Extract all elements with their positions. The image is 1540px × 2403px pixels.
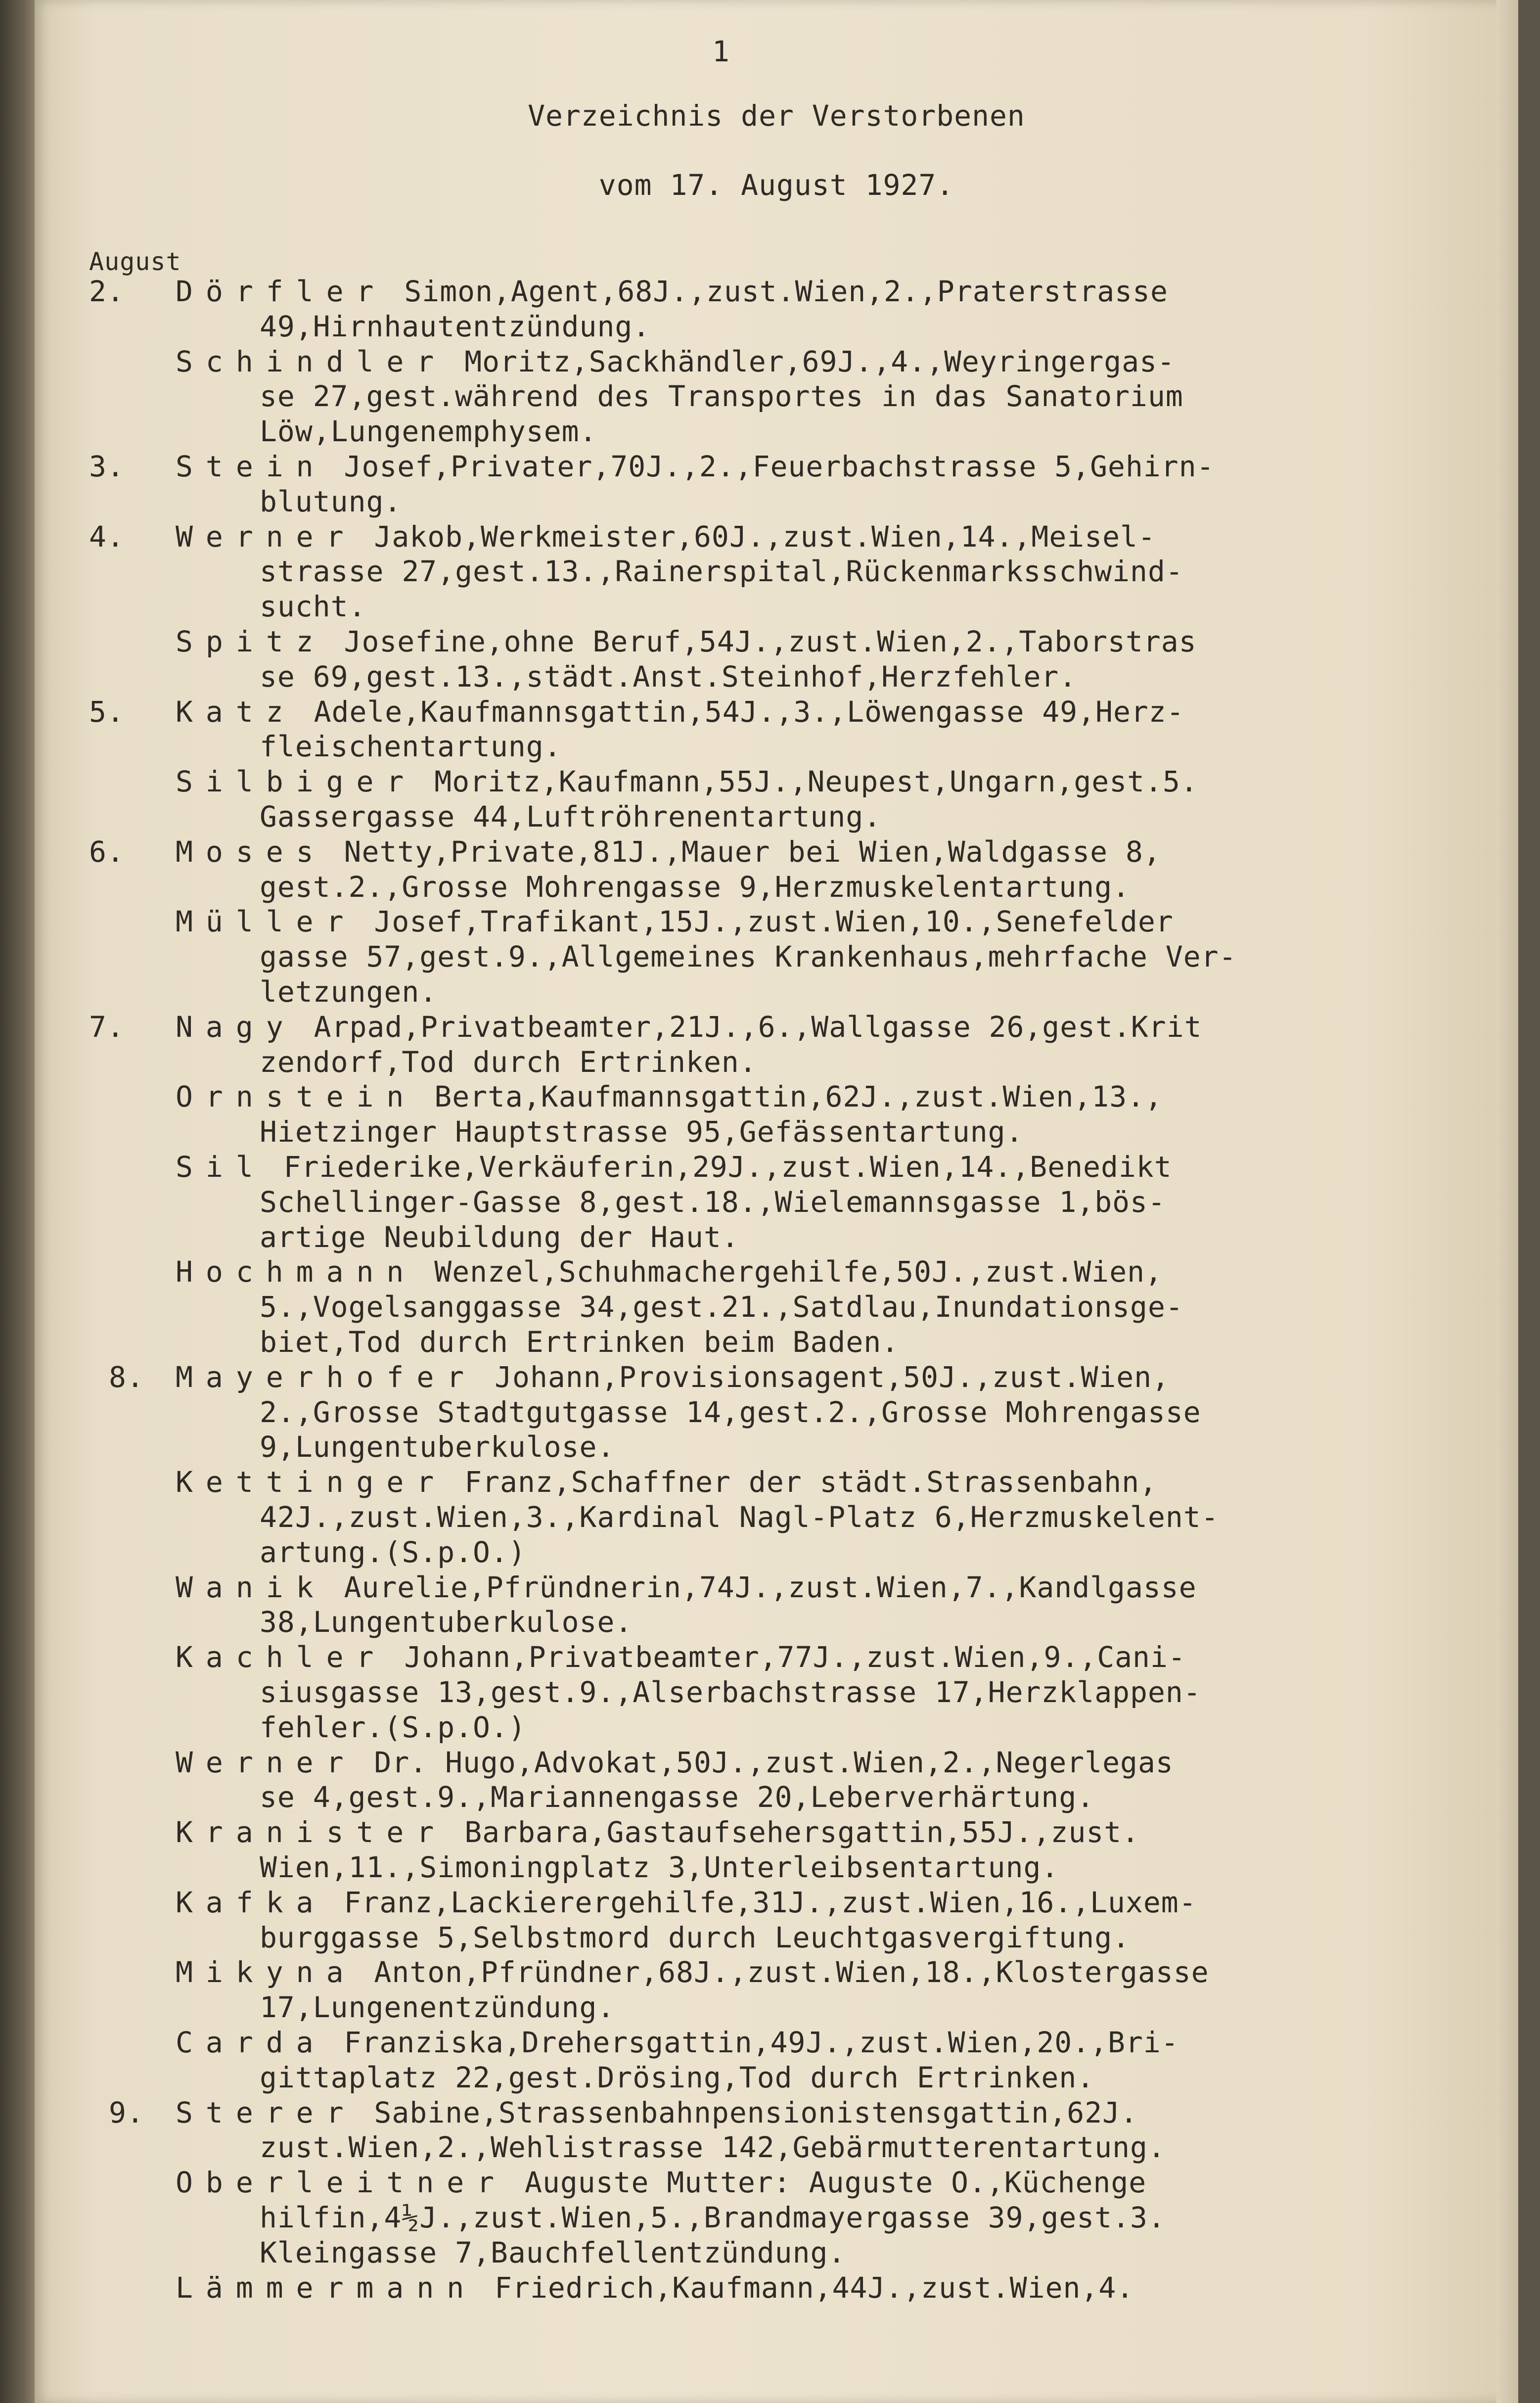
entry-first-line [176,2026,1179,2059]
deceased-surname: Kachler [176,1640,387,1674]
entry-continuation-line [260,379,1183,413]
entry-first-line [176,625,1197,658]
entry-details: Johann,Privatbeamter,77J.,zust.Wien,9.,Cani- [386,1640,1186,1674]
entry-continuation-line [260,1185,1166,1219]
deceased-surname: Spitz [176,625,326,658]
deceased-surname: Werner [176,1745,357,1779]
entry-details: fehler.(S.p.O.) [260,1710,526,1744]
month-label: August [89,247,181,276]
entry-details: artige Neubildung der Haut. [260,1220,739,1254]
day-number: 6. [89,834,125,869]
entry-first-line [176,695,1184,729]
day-number: 5. [89,694,125,729]
entry-details: Franz,Lackierergehilfe,31J.,zust.Wien,16.,Luxem- [326,1885,1197,1919]
entry-details: Gassergasse 44,Luftröhrenentartung. [260,800,882,833]
entry-continuation-line [260,2130,1166,2164]
entry-continuation-line [260,1710,526,1744]
entry-first-line [176,905,1174,938]
entry-continuation-line [260,1675,1201,1709]
entry-continuation-line [260,415,597,448]
entry-continuation-line [260,800,881,833]
deceased-surname: Kranister [176,1815,447,1849]
entry-details: Wenzel,Schuhmachergehilfe,50J.,zust.Wien, [416,1255,1163,1289]
page-edge [1496,0,1518,2403]
entry-details: fleischentartung. [260,730,562,764]
day-number: 4. [89,519,125,554]
entry-first-line [176,1746,1174,1779]
entry-details: Kleingasse 7,Bauchfellentzündung. [260,2235,846,2269]
entry-details: Hietzinger Hauptstrasse 95,Gefässentartung. [260,1115,1024,1149]
entry-continuation-line [260,1220,739,1254]
document-subtitle-date: vom 17. August 1927. [598,168,954,202]
entry-continuation-line [260,590,366,623]
deceased-surname: Sil [176,1150,266,1184]
entry-details: 42J.,zust.Wien,3.,Kardinal Nagl-Platz 6,Herzmuskelent- [260,1500,1219,1534]
entry-details: burggasse 5,Selbstmord durch Leuchtgasvergiftung. [260,1920,1131,1954]
deceased-surname: Ornstein [176,1080,417,1114]
deceased-surname: Lämmermann [176,2270,477,2305]
deceased-surname: Mayerhofer [176,1360,477,1394]
entry-first-line [176,520,1156,554]
entry-details: Auguste Mutter: Auguste O.,Küchenge [507,2166,1147,2200]
deceased-surname: Schindler [176,344,447,378]
entry-details: Josef,Trafikant,15J.,zust.Wien,10.,Senefelder [356,905,1174,939]
entry-first-line [176,450,1215,483]
entry-details: Netty,Private,81J.,Mauer bei Wien,Waldgasse 8, [326,834,1161,869]
entry-details: Wien,11.,Simoningplatz 3,Unterleibsentartung. [260,1850,1059,1884]
entry-first-line [176,1150,1172,1184]
entry-continuation-line [260,660,1077,693]
entry-continuation-line [260,1605,633,1639]
page-number: 1 [712,35,730,68]
entry-continuation-line [260,1990,615,2024]
entry-first-line [176,1571,1197,1604]
entry-details: sucht. [260,590,366,624]
entry-first-line [176,835,1161,869]
entry-continuation-line [260,2061,1094,2094]
deceased-surname: Kafka [176,1885,326,1919]
entry-first-line [176,1640,1186,1674]
entry-details: biet,Tod durch Ertrinken beim Baden. [260,1325,900,1359]
entry-continuation-line [260,1290,1183,1324]
entry-details: Adele,Kaufmannsgattin,54J.,3.,Löwengasse 49,Herz- [296,694,1184,729]
entry-continuation-line [260,940,1237,973]
entry-details: Moritz,Kaufmann,55J.,Neupest,Ungarn,gest.5. [416,765,1198,799]
day-number: 7. [89,1010,125,1044]
entry-details: siusgasse 13,gest.9.,Alserbachstrasse 17,Herzklappen- [260,1675,1201,1709]
entry-details: Friederike,Verkäuferin,29J.,zust.Wien,14.,Benedikt [266,1150,1172,1184]
entry-details: 49,Hirnhautentzündung. [260,309,651,343]
deceased-surname: Oberleitner [176,2166,507,2200]
entry-details: Moritz,Sackhändler,69J.,4.,Weyringergas- [447,344,1175,378]
day-number: 9. [109,2095,144,2129]
entry-details: Dr. Hugo,Advokat,50J.,zust.Wien,2.,Negerlegas [356,1745,1174,1779]
entry-first-line [176,1080,1163,1113]
entry-continuation-line [260,1115,1024,1149]
entry-continuation-line [260,1430,615,1464]
entry-first-line [176,2096,1138,2129]
entry-first-line [176,345,1175,378]
entry-first-line [176,2166,1146,2199]
deceased-surname: Wanik [176,1570,326,1604]
entry-continuation-line [260,870,1130,904]
entry-first-line [176,1955,1209,1989]
deceased-surname: Dörfler [176,275,387,308]
deceased-surname: Stein [176,450,326,483]
entry-continuation-line [260,1535,526,1569]
entry-details: Johann,Provisionsagent,50J.,zust.Wien, [477,1360,1170,1394]
entry-continuation-line [260,485,402,518]
deceased-surname: Kettinger [176,1465,447,1499]
entry-first-line [176,1465,1157,1499]
entry-details: se 69,gest.13.,städt.Anst.Steinhof,Herzfehler. [260,659,1077,693]
entry-first-line [176,1010,1202,1044]
entry-details: Simon,Agent,68J.,zust.Wien,2.,Praterstrasse [386,275,1168,308]
entry-continuation-line [260,1395,1201,1429]
entry-details: Aurelie,Pfründnerin,74J.,zust.Wien,7.,Kandlgasse [326,1570,1197,1604]
entry-continuation-line [260,730,562,763]
entry-details: se 27,gest.während des Transportes in das Sanatorium [260,379,1183,414]
entry-details: 5.,Vogelsanggasse 34,gest.21.,Satdlau,Inundationsge- [260,1290,1183,1324]
entry-details: strasse 27,gest.13.,Rainerspital,Rückenmarksschwind- [260,555,1183,589]
entry-continuation-line [260,2201,1166,2234]
entry-details: Barbara,Gastaufsehersgattin,55J.,zust. [447,1815,1140,1849]
entry-details: Arpad,Privatbeamter,21J.,6.,Wallgasse 26,gest.Krit [296,1010,1202,1044]
entry-continuation-line [260,975,437,1009]
entry-details: gest.2.,Grosse Mohrengasse 9,Herzmuskelentartung. [260,870,1131,904]
entry-details: zendorf,Tod durch Ertrinken. [260,1045,757,1079]
entry-details: Sabine,Strassenbahnpensionistensgattin,62J. [356,2095,1138,2129]
deceased-surname: Sterer [176,2095,357,2129]
entry-first-line [176,1360,1170,1394]
entry-first-line [176,275,1168,308]
entry-details: hilfin,4½J.,zust.Wien,5.,Brandmayergasse 39,gest.3. [260,2201,1166,2234]
entry-details: Josef,Privater,70J.,2.,Feuerbachstrasse 5,Gehirn- [326,450,1215,483]
entry-details: blutung. [260,484,402,518]
entry-details: letzungen. [260,975,438,1009]
entry-first-line [176,1886,1197,1919]
deceased-surname: Müller [176,905,357,939]
entry-first-line [176,1815,1139,1849]
deceased-surname: Mikyna [176,1955,357,1989]
document-page [35,0,1518,2403]
book-spine [0,0,35,2403]
deceased-surname: Hochmann [176,1255,417,1289]
entry-details: Löw,Lungenemphysem. [260,415,597,449]
entry-continuation-line [260,1045,757,1079]
entry-details: 17,Lungenentzündung. [260,1990,615,2025]
entry-continuation-line [260,1780,1094,1814]
deceased-surname: Carda [176,2026,326,2059]
entry-continuation-line [260,555,1183,588]
entry-first-line [176,765,1198,798]
deceased-surname: Silbiger [176,765,417,799]
document-title: Verzeichnis der Verstorbenen [528,99,1025,133]
day-number: 2. [89,275,125,308]
entry-details: artung.(S.p.O.) [260,1535,526,1569]
entry-details: 2.,Grosse Stadtgutgasse 14,gest.2.,Grosse Mohrengasse [260,1395,1201,1429]
day-number: 8. [109,1360,144,1394]
entry-details: Josefine,ohne Beruf,54J.,zust.Wien,2.,Taborstras [326,625,1197,658]
entry-continuation-line [260,1921,1130,1954]
deceased-surname: Nagy [176,1010,296,1044]
entry-details: se 4,gest.9.,Mariannengasse 20,Leberverhärtung. [260,1780,1095,1814]
entry-continuation-line [260,310,650,343]
entry-details: Schellinger-Gasse 8,gest.18.,Wielemannsgasse 1,bös- [260,1185,1166,1219]
entry-details: Franziska,Drehersgattin,49J.,zust.Wien,20.,Bri- [326,2026,1179,2059]
entry-details: 38,Lungentuberkulose. [260,1605,633,1639]
deceased-surname: Moses [176,834,326,869]
entry-details: Franz,Schaffner der städt.Strassenbahn, [447,1465,1158,1499]
entry-continuation-line [260,1500,1219,1534]
entry-details: gittaplatz 22,gest.Drösing,Tod durch Ertrinken. [260,2060,1095,2094]
entry-details: zust.Wien,2.,Wehlistrasse 142,Gebärmutterentartung. [260,2130,1166,2165]
entry-details: 9,Lungentuberkulose. [260,1430,615,1464]
entry-first-line [176,1255,1163,1289]
entry-details: Friedrich,Kaufmann,44J.,zust.Wien,4. [477,2270,1134,2305]
entry-continuation-line [260,1850,1059,1884]
entry-continuation-line [260,2236,846,2269]
deceased-surname: Werner [176,519,357,554]
entry-first-line [176,2271,1134,2305]
day-number: 3. [89,450,125,483]
entry-continuation-line [260,1325,899,1359]
entry-details: gasse 57,gest.9.,Allgemeines Krankenhaus,mehrfache Ver- [260,940,1237,974]
entry-details: Berta,Kaufmannsgattin,62J.,zust.Wien,13., [416,1080,1163,1114]
entry-details: Anton,Pfründner,68J.,zust.Wien,18.,Klostergasse [356,1955,1209,1989]
entry-details: Jakob,Werkmeister,60J.,zust.Wien,14.,Meisel- [356,519,1156,554]
deceased-surname: Katz [176,694,296,729]
